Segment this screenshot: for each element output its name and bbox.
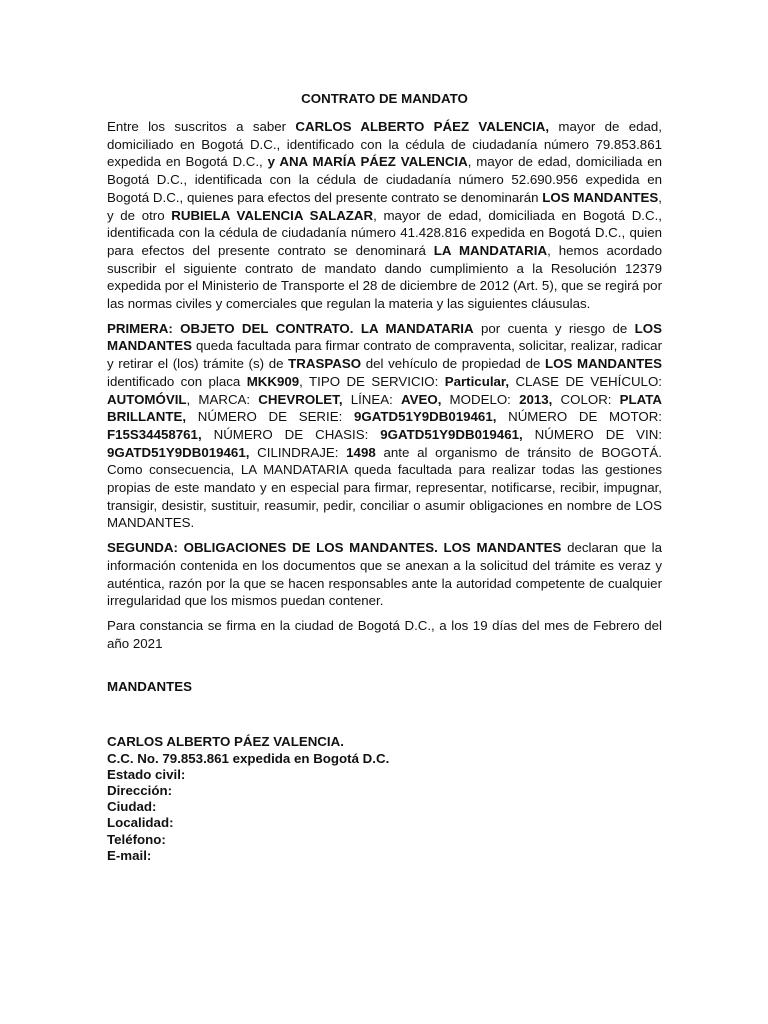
signature-block bbox=[107, 734, 662, 864]
bold-text-run: 2013, bbox=[519, 391, 553, 407]
bold-text-run: PRIMERA: OBJETO DEL CONTRATO. LA MANDATARIA bbox=[107, 320, 474, 336]
text-run: CILINDRAJE: bbox=[249, 444, 347, 460]
clause-segunda bbox=[107, 539, 662, 610]
field-email: E-mail: bbox=[107, 847, 152, 863]
field-estado-civil: Estado civil: bbox=[107, 766, 186, 782]
field-telefono: Teléfono: bbox=[107, 831, 166, 847]
text-run: declaran que la información contenida en los documentos que se anexan a la solicitud del trámite es veraz y auténtica, razón por la que se hacen responsables ante la autoridad competente de cualquier irregularidad que los mismos puedan contener. bbox=[107, 540, 662, 609]
text-run: por cuenta y riesgo de bbox=[473, 320, 635, 336]
bold-text-run: y ANA MARÍA PÁEZ VALENCIA bbox=[267, 154, 468, 170]
text-run: queda facultada para firmar contrato de compraventa, solicitar, realizar, radicar y retirar el (los) trámite (s) de bbox=[107, 338, 662, 372]
bold-text-run: 1498 bbox=[346, 444, 376, 460]
text-run: MODELO: bbox=[441, 391, 520, 407]
text-run: mayor de edad, domiciliado en Bogotá D.C., identificado con la cédula de ciudadanía número 79.853.861 expedida en Bogotá D.C., bbox=[107, 119, 662, 170]
text-run: , MARCA: bbox=[186, 391, 259, 407]
bold-text-run: CHEVROLET, bbox=[258, 391, 343, 407]
text-run: NÚMERO DE VIN: bbox=[522, 426, 663, 442]
bold-text-run: AVEO, bbox=[401, 391, 442, 407]
bold-text-run: RUBIELA VALENCIA SALAZAR bbox=[171, 207, 374, 223]
signature-heading: MANDANTES bbox=[107, 679, 192, 695]
bold-text-run: Particular, bbox=[444, 373, 510, 389]
bold-text-run: SEGUNDA: OBLIGACIONES DE LOS MANDANTES. LOS MANDANTES bbox=[107, 540, 562, 556]
text-run: , y de otro bbox=[107, 189, 662, 223]
field-ciudad: Ciudad: bbox=[107, 799, 157, 815]
bold-text-run: PLATA BRILLANTE, bbox=[107, 391, 663, 425]
signer-name: CARLOS ALBERTO PÁEZ VALENCIA. bbox=[107, 734, 344, 750]
document-title: CONTRATO DE MANDATO bbox=[301, 91, 468, 106]
text-run: NÚMERO DE MOTOR: bbox=[496, 409, 662, 425]
text-run: , mayor de edad, domiciliada en Bogotá D.C., identificada con la cédula de ciudadanía número 52.690.956 expedida en Bogotá D.C., quienes para efectos del presente contrato se denominarán bbox=[107, 154, 662, 205]
text-run: identificado con placa bbox=[107, 373, 247, 389]
text-run: LÍNEA: bbox=[342, 391, 401, 407]
field-localidad: Localidad: bbox=[107, 815, 174, 831]
bold-text-run: 9GATD51Y9DB019461, bbox=[380, 426, 523, 442]
field-direccion: Dirección: bbox=[107, 783, 173, 798]
text-run: NÚMERO DE CHASIS: bbox=[201, 426, 381, 442]
bold-text-run: 9GATD51Y9DB019461, bbox=[354, 409, 497, 425]
bold-text-run: LOS MANDANTES bbox=[542, 189, 659, 205]
bold-text-run: TRASPASO bbox=[288, 356, 362, 372]
bold-text-run: 9GATD51Y9DB019461, bbox=[107, 444, 250, 460]
text-run: ante al organismo de tránsito de BOGOTÁ. Como consecuencia, LA MANDATARIA queda facultada para realizar todas las gestiones propias de este mandato y en especial para firmar, representar, notificarse, recibir, impugnar, transigir, desistir, sustituir, reasumir, pedir, conciliar o asumir obligaciones en nombre de LOS MANDANTES. bbox=[107, 444, 662, 531]
bold-text-run: AUTOMÓVIL bbox=[107, 391, 187, 407]
clause-primera bbox=[107, 320, 662, 532]
text-run: , TIPO DE SERVICIO: bbox=[299, 373, 445, 389]
bold-text-run: LOS MANDANTES bbox=[545, 356, 662, 372]
text-run: CLASE DE VEHÍCULO: bbox=[509, 373, 662, 389]
closing-paragraph: Para constancia se firma en la ciudad de Bogotá D.C., a los 19 días del mes de Febrero del año 2021 bbox=[107, 617, 662, 651]
text-run: Entre los suscritos a saber bbox=[107, 119, 296, 134]
bold-text-run: LA MANDATARIA bbox=[433, 242, 548, 258]
signer-id: C.C. No. 79.853.861 expedida en Bogotá D.C. bbox=[107, 750, 390, 766]
text-run: NÚMERO DE SERIE: bbox=[186, 409, 354, 425]
text-run: , mayor de edad, domiciliada en Bogotá D.C., identificada con la cédula de ciudadanía número 41.428.816 expedida en Bogotá D.C., quien para efectos del presente contrato se denominará bbox=[107, 207, 662, 258]
text-run: , hemos acordado suscribir el siguiente contrato de mandato dando cumplimiento a la Resolución 12379 expedida por el Ministerio de Transporte el 28 de diciembre de 2012 (Art. 5), que se regirá por las normas civiles y comerciales que regulan la materia y las siguientes cláusulas. bbox=[107, 242, 662, 312]
bold-text-run: CARLOS ALBERTO PÁEZ VALENCIA, bbox=[295, 119, 550, 134]
bold-text-run: LOS MANDANTES bbox=[107, 320, 662, 354]
intro-paragraph bbox=[107, 118, 662, 313]
text-run: COLOR: bbox=[552, 391, 620, 407]
bold-text-run: F15S34458761, bbox=[107, 426, 202, 442]
bold-text-run: MKK909 bbox=[246, 373, 300, 389]
text-run: del vehículo de propiedad de bbox=[361, 356, 546, 372]
